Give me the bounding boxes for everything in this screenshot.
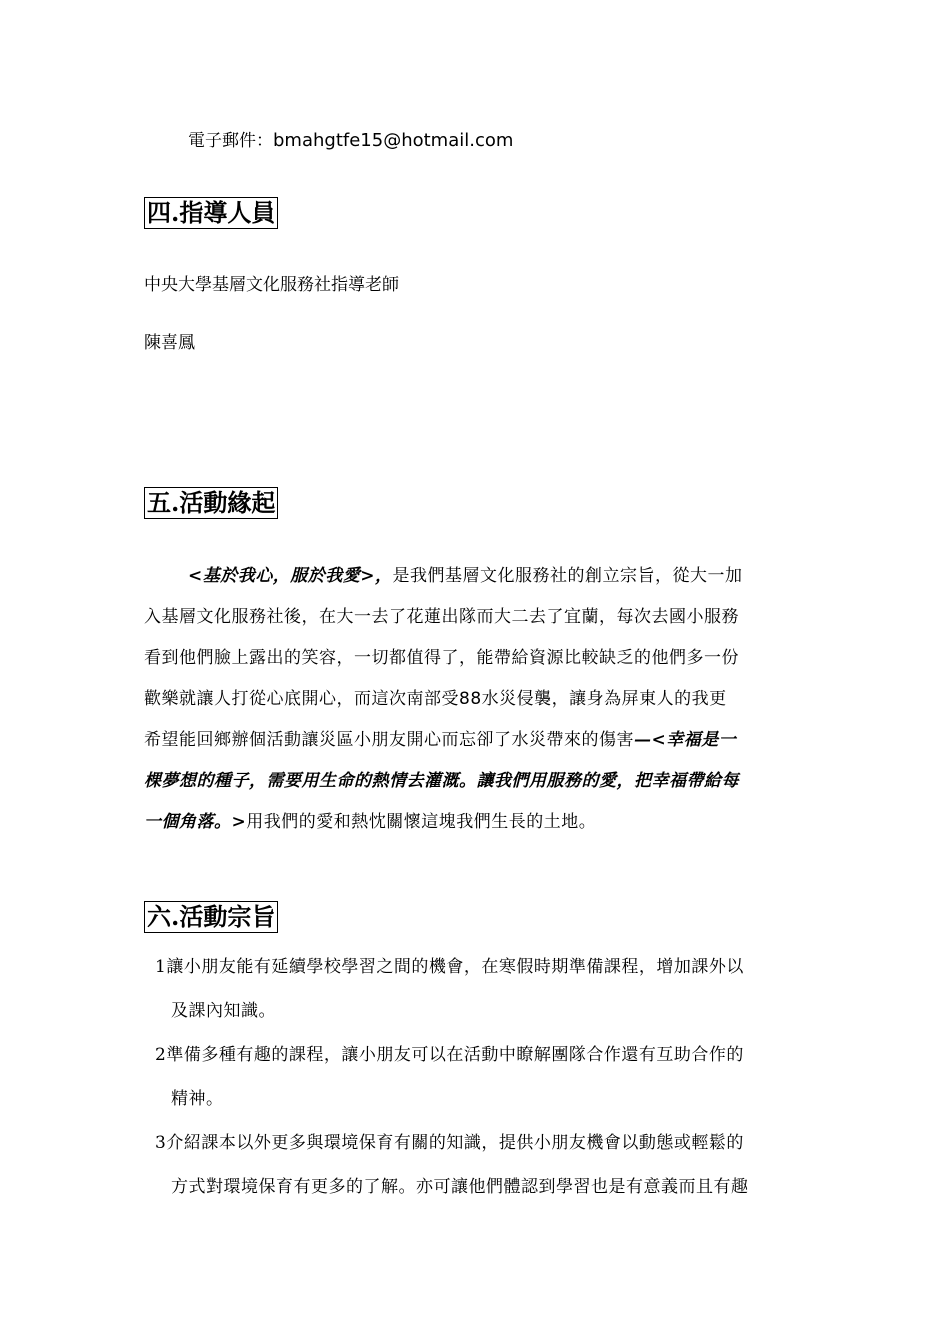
email-address: bmahgtfe15@hotmail.com	[273, 130, 514, 151]
list-item-continuation: 方式對環境保育有更多的了解。亦可讓他們體認到學習也是有意義而且有趣	[171, 1177, 749, 1197]
section-heading-origin: 五.活動緣起	[144, 487, 278, 519]
email-line	[188, 128, 513, 154]
section-heading-purpose: 六.活動宗旨	[144, 901, 278, 933]
paragraph-text: 入基層文化服務社後，在大一去了花蓮出隊而大二去了宜蘭，每次去國小服務	[144, 607, 739, 627]
slogan-text: 一個角落。>	[144, 812, 247, 832]
paragraph-line	[144, 802, 814, 843]
slogan-text: 棵夢想的種子，需要用生命的熱情去灌溉。讓我們用服務的愛，把幸福帶給每	[144, 771, 739, 791]
list-item-text: 3介紹課本以外更多與環境保育有關的知識，提供小朋友機會以動態或輕鬆的	[155, 1133, 744, 1153]
typhoon-number: 88	[459, 689, 482, 709]
paragraph-line	[144, 761, 814, 802]
list-item	[155, 945, 815, 1033]
paragraph-line	[144, 556, 814, 597]
advisor-title: 中央大學基層文化服務社指導老師	[144, 275, 399, 295]
slogan-text: —<幸福是一	[634, 730, 737, 750]
paragraph-line	[144, 597, 814, 638]
paragraph-text: 希望能回鄉辦個活動讓災區小朋友開心而忘卻了水災帶來的傷害	[144, 730, 634, 750]
paragraph-text: 看到他們臉上露出的笑容，一切都值得了，能帶給資源比較缺乏的他們多一份	[144, 648, 739, 668]
paragraph-line	[144, 720, 814, 761]
list-item-continuation: 及課內知識。	[171, 1001, 276, 1021]
section-heading-advisors: 四.指導人員	[144, 197, 278, 229]
origin-paragraph	[144, 556, 814, 843]
paragraph-text: 用我們的愛和熱忱關懷這塊我們生長的土地。	[246, 812, 597, 832]
list-item-text: 1讓小朋友能有延續學校學習之間的機會，在寒假時期準備課程，增加課外以	[155, 957, 744, 977]
paragraph-text: 是我們基層文化服務社的創立宗旨，從大一加	[392, 566, 743, 586]
paragraph-line	[144, 679, 814, 720]
list-item-continuation: 精神。	[171, 1089, 224, 1109]
list-item-text: 2準備多種有趣的課程，讓小朋友可以在活動中瞭解團隊合作還有互助合作的	[155, 1045, 744, 1065]
list-item	[155, 1033, 815, 1121]
paragraph-text: 歡樂就讓人打從心底開心，而這次南部受	[144, 689, 459, 709]
motto-text: <基於我心，服於我愛>，	[188, 566, 393, 586]
purpose-list	[155, 945, 815, 1209]
list-item	[155, 1121, 815, 1209]
email-label: 電子郵件：	[188, 131, 273, 151]
paragraph-line	[144, 638, 814, 679]
paragraph-text: 水災侵襲，讓身為屏東人的我更	[481, 689, 727, 709]
advisor-name: 陳喜鳳	[144, 333, 195, 353]
